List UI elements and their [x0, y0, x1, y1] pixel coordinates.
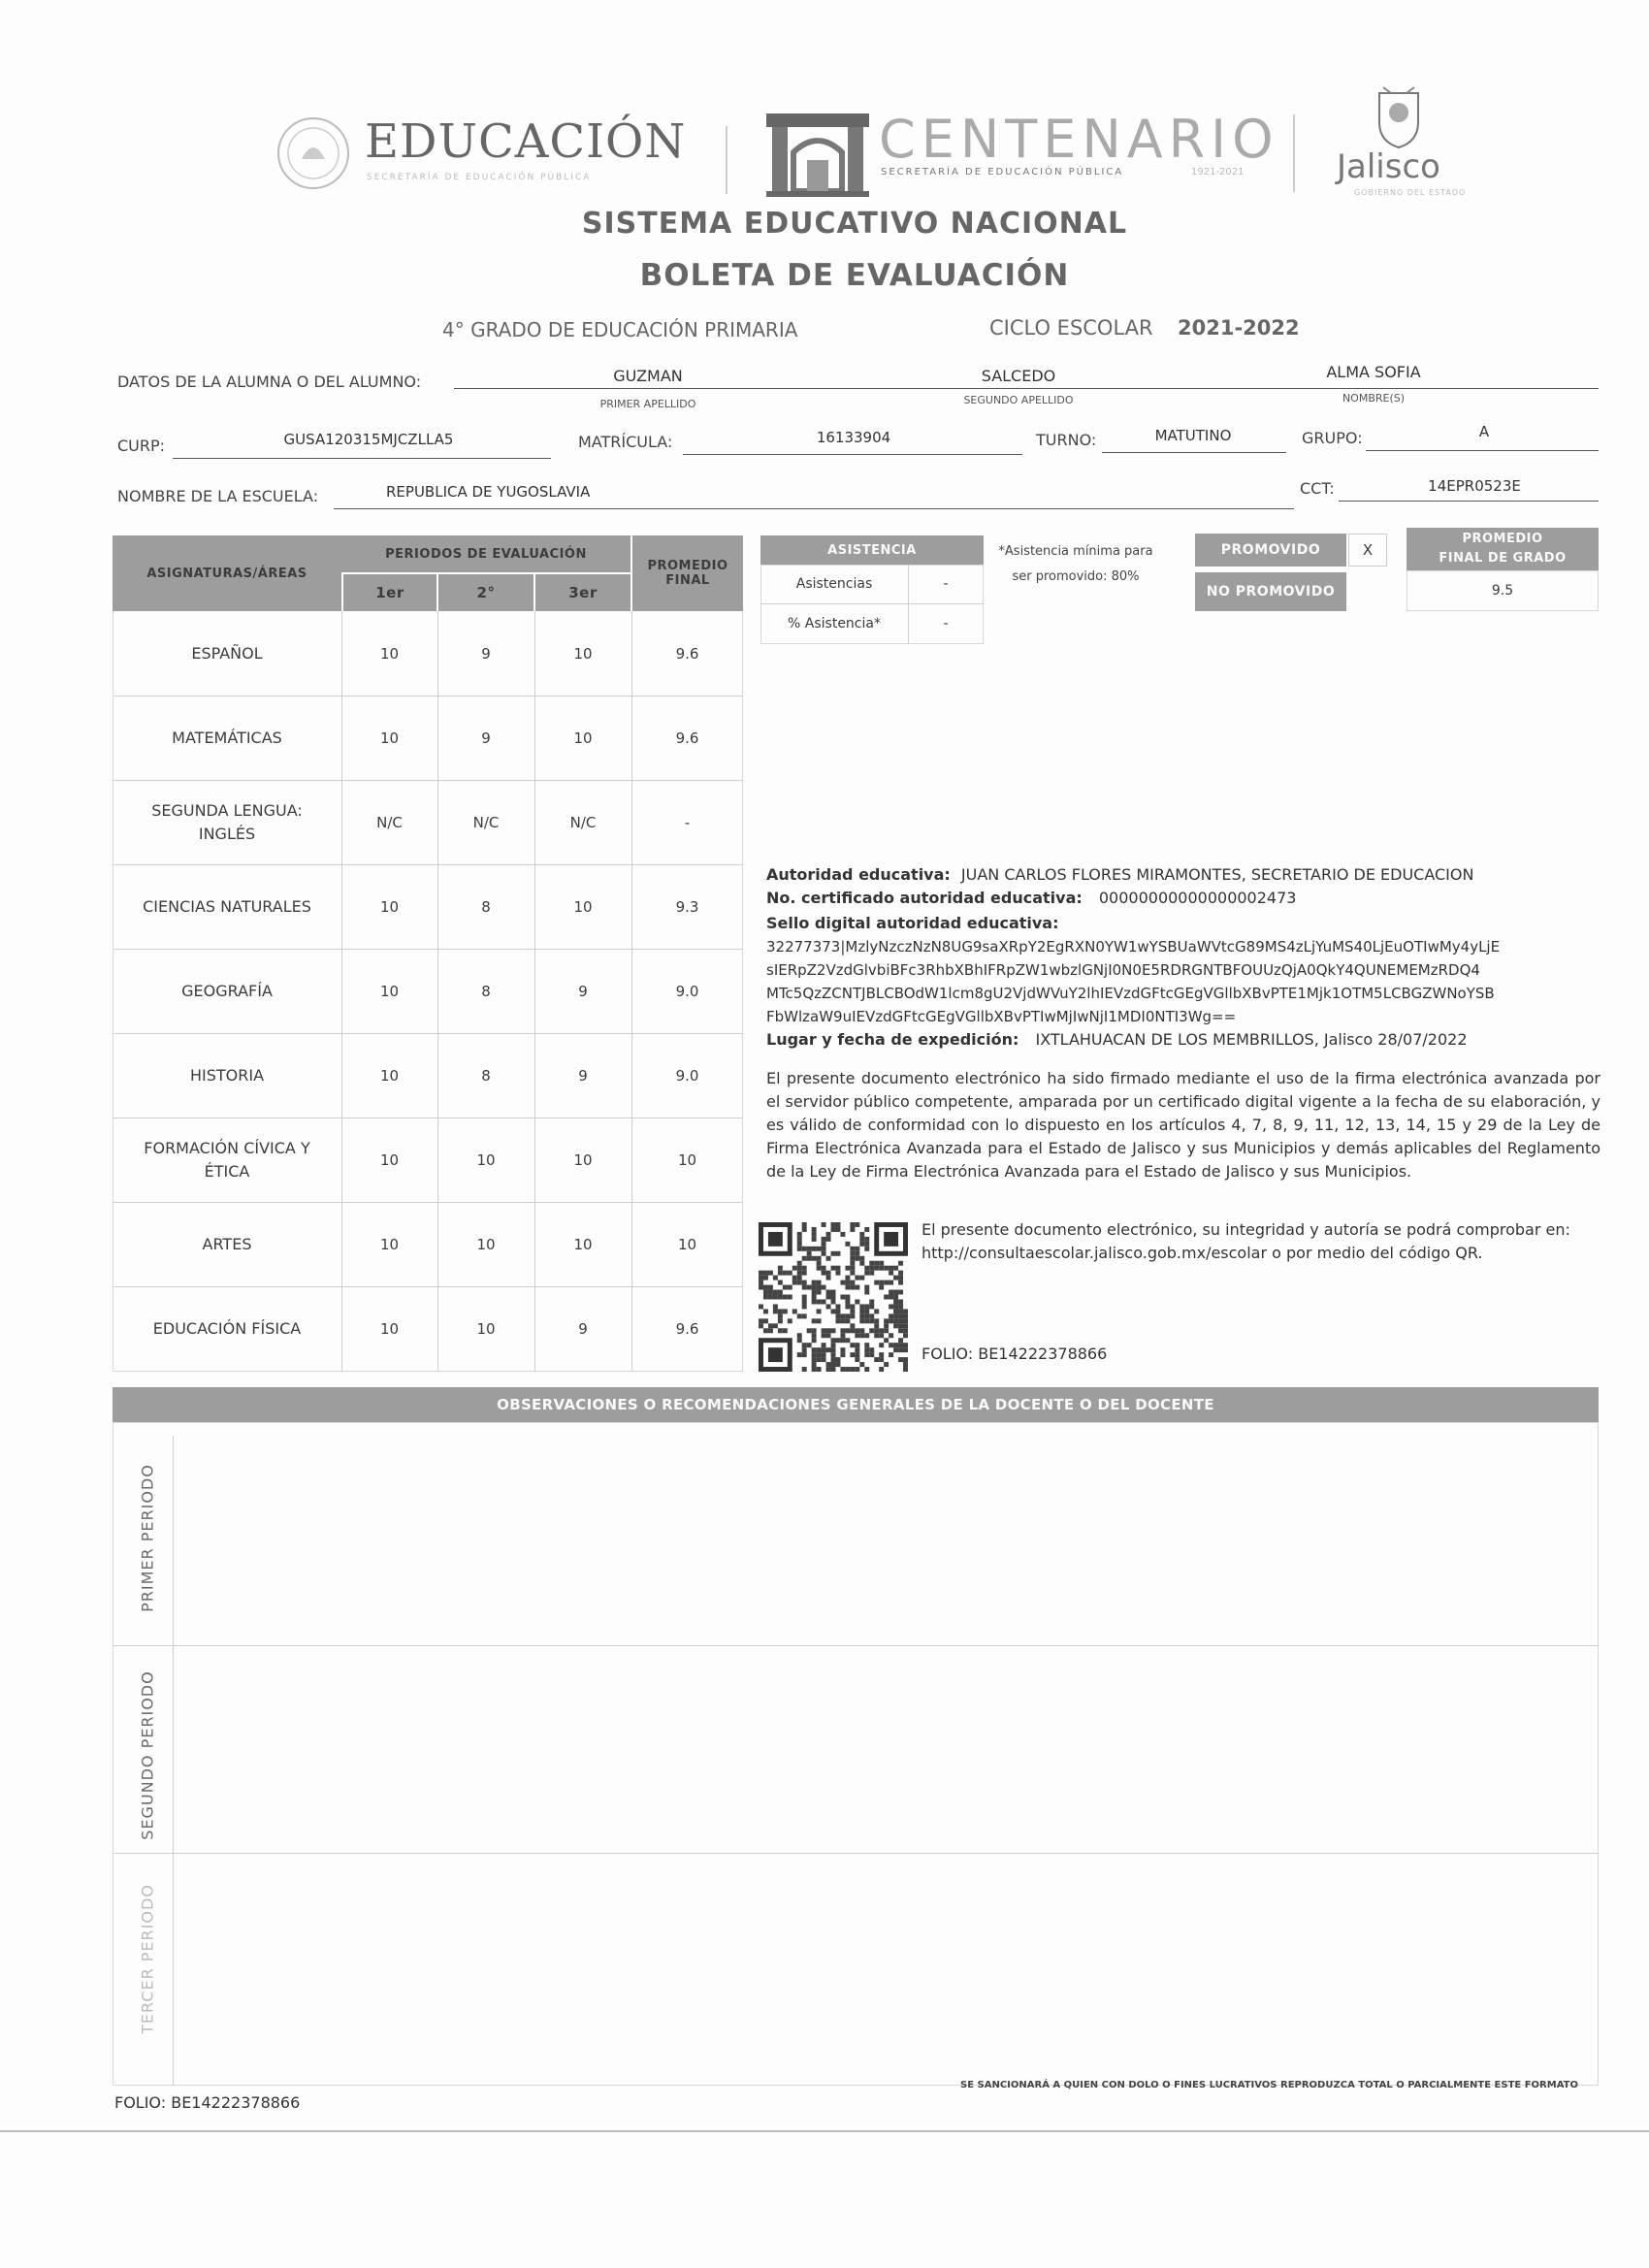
jalisco-crest-icon — [1368, 83, 1430, 151]
matricula-label: MATRÍCULA: — [578, 433, 673, 451]
final-average-header-line-1: PROMEDIO — [647, 559, 728, 573]
period-1-grade: 10 — [379, 1235, 400, 1253]
authority-value: JUAN CARLOS FLORES MIRAMONTES, SECRETARIO DE EDUCACION — [960, 865, 1474, 884]
document-subtitle: BOLETA DE EVALUACIÓN — [639, 258, 1070, 293]
attendance-header: ASISTENCIA — [760, 535, 984, 565]
grid-line — [113, 1645, 1599, 1646]
mexico-seal-icon — [275, 114, 352, 192]
place-value: IXTLAHUACAN DE LOS MEMBRILLOS, Jalisco 28/07/2022 — [1035, 1030, 1468, 1049]
subject-name: FORMACIÓN CÍVICA Y ÉTICA — [144, 1138, 310, 1181]
grupo-value: A — [1478, 423, 1490, 440]
matricula-line — [683, 454, 1022, 455]
period-1-grade: N/C — [376, 813, 403, 831]
subjects-header: ASIGNATURAS/ÁREAS — [113, 535, 341, 611]
period-1-grade: 10 — [379, 644, 400, 663]
turno-line — [1102, 452, 1286, 453]
centenario-years: 1921-2021 — [1191, 167, 1245, 178]
period-1-grade: 10 — [379, 1066, 400, 1085]
footer-folio: FOLIO: BE14222378866 — [114, 2093, 301, 2112]
page-shadow — [0, 2130, 1649, 2132]
subject-name: GEOGRAFÍA — [181, 981, 273, 1000]
final-grade: 10 — [677, 1150, 697, 1169]
cycle-value: 2021-2022 — [1178, 316, 1300, 340]
document-title: SISTEMA EDUCATIVO NACIONAL — [581, 207, 1128, 241]
period-1-grade: 10 — [379, 1150, 400, 1169]
promoted-checkbox: X — [1348, 534, 1387, 567]
logo-divider-2 — [1293, 114, 1295, 192]
period-2-header: 2° — [438, 574, 534, 611]
second-surname-caption: SEGUNDO APELLIDO — [963, 394, 1074, 406]
educacion-logo-subtitle: SECRETARÍA DE EDUCACIÓN PÚBLICA — [367, 173, 592, 182]
attendance-percent-value: - — [943, 616, 949, 632]
jalisco-logo-text: Jalisco — [1337, 147, 1440, 186]
seal-line — [766, 912, 1600, 935]
cct-line — [1339, 501, 1599, 502]
attendance-count-value: - — [943, 576, 949, 592]
centenario-building-icon — [764, 110, 871, 199]
period-3-grade: 10 — [573, 729, 593, 747]
curp-value: GUSA120315MJCZLLA5 — [283, 431, 454, 448]
grupo-line — [1366, 450, 1599, 451]
certificate-line — [766, 887, 1600, 910]
period-2-grade: 10 — [476, 1150, 496, 1169]
grade-level: 4° GRADO DE EDUCACIÓN PRIMARIA — [442, 318, 798, 341]
final-grade-average-value: 9.5 — [1406, 570, 1599, 611]
period-3-grade: N/C — [569, 813, 597, 831]
grid-line — [113, 696, 743, 697]
logo-divider — [726, 126, 728, 194]
final-grade: 9.6 — [675, 1319, 699, 1338]
attendance-note: *Asistencia mínima para ser promovido: 80% — [998, 544, 1153, 584]
subject-name: CIENCIAS NATURALES — [143, 896, 311, 916]
final-average-header-line-2: FINAL — [665, 573, 710, 588]
curp-line — [173, 458, 551, 459]
third-period-label: TERCER PERIODO — [138, 1884, 157, 2034]
names-caption: NOMBRE(S) — [1342, 392, 1406, 405]
centenario-logo-subtitle: SECRETARÍA DE EDUCACIÓN PÚBLICA — [881, 167, 1124, 178]
centenario-logo-text: CENTENARIO — [879, 109, 1279, 170]
authority-line — [766, 863, 1600, 887]
final-grade: 9.0 — [675, 1066, 699, 1085]
seal-text-4: FbWlzaW9uIEVzdGFtcGEgVGllbXBvPTIwMjIwNjI1MDI0NTI3Wg== — [766, 1008, 1237, 1025]
final-average-header — [632, 535, 743, 611]
period-3-grade: 10 — [573, 897, 593, 916]
observations-frame — [113, 1422, 1599, 2086]
attendance-percent-label: % Asistencia* — [788, 616, 881, 632]
place-line — [766, 1028, 1600, 1052]
first-surname-caption: PRIMER APELLIDO — [599, 398, 696, 410]
final-grade-average-header-line-1: PROMEDIO — [1462, 532, 1543, 546]
period-2-grade: N/C — [472, 813, 500, 831]
turno-label: TURNO: — [1036, 431, 1097, 449]
period-2-grade: 8 — [481, 897, 491, 916]
grid-line — [113, 1202, 743, 1203]
period-2-grade: 10 — [476, 1235, 496, 1253]
matricula-value: 16133904 — [816, 429, 891, 446]
grid-line — [113, 1853, 1599, 1854]
school-label: NOMBRE DE LA ESCUELA: — [117, 487, 319, 505]
attendance-count-label: Asistencias — [795, 576, 873, 592]
turno-value: MATUTINO — [1154, 427, 1232, 444]
first-period-label: PRIMER PERIODO — [138, 1464, 157, 1612]
period-1-grade: 10 — [379, 982, 400, 1000]
period-1-grade: 10 — [379, 897, 400, 916]
authority-label: Autoridad educativa: — [766, 865, 951, 884]
second-period-label: SEGUNDO PERIODO — [138, 1670, 157, 1840]
subject-name: MATEMÁTICAS — [172, 728, 282, 747]
final-grade-average-header — [1406, 528, 1599, 570]
curp-label: CURP: — [117, 437, 166, 455]
certificate-label: No. certificado autoridad educativa: — [766, 889, 1083, 907]
school-line — [334, 508, 1294, 509]
promoted-label: PROMOVIDO — [1195, 534, 1346, 567]
period-1-header: 1er — [343, 574, 436, 611]
seal-text-1: 32277373|MzlyNzczNzN8UG9saXRpY2EgRXN0YW1wYSBUaWVtcG89MS4zLjYuMS40LjEuOTIwMy4yLjE — [766, 938, 1501, 956]
grid-line — [113, 780, 743, 781]
first-surname: GUZMAN — [613, 367, 683, 385]
period-3-grade: 10 — [573, 1150, 593, 1169]
period-1-grade: 10 — [379, 729, 400, 747]
cct-value: 14EPR0523E — [1428, 477, 1521, 495]
final-grade: 9.6 — [675, 644, 699, 663]
grid-line — [113, 1286, 743, 1287]
subject-name: HISTORIA — [189, 1065, 265, 1085]
student-label: DATOS DE LA ALUMNA O DEL ALUMNO: — [117, 373, 422, 391]
subject-name: ESPAÑOL — [191, 643, 263, 663]
second-surname: SALCEDO — [981, 367, 1056, 385]
periods-header: PERIODOS DE EVALUACIÓN — [341, 535, 630, 572]
period-2-grade: 9 — [481, 644, 491, 663]
period-3-grade: 9 — [578, 1066, 588, 1085]
subject-name: ARTES — [202, 1234, 252, 1253]
period-2-grade: 10 — [476, 1319, 496, 1338]
cct-label: CCT: — [1300, 479, 1335, 498]
signature-folio: FOLIO: BE14222378866 — [922, 1345, 1108, 1363]
footer-warning: SE SANCIONARÁ A QUIEN CON DOLO O FINES LUCRATIVOS REPRODUZCA TOTAL O PARCIALMENTE ESTE FORMATO — [960, 2080, 1578, 2090]
final-grade-average-header-line-2: FINAL DE GRADO — [1439, 551, 1567, 566]
seal-text-2: sIERpZ2VzdGlvbiBFc3RhbXBhIFRpZW1wbzlGNjI0N0E5RDRGNTBFOUUzQjA0QkY4QUNEMEMzRDQ4 — [766, 961, 1480, 979]
subject-name: SEGUNDA LENGUA: INGLÉS — [151, 800, 303, 843]
school-value: REPUBLICA DE YUGOSLAVIA — [386, 483, 591, 501]
grid-line — [113, 864, 743, 865]
seal-text-3: MTc5QzZCNTJBLCBOdW1lcm8gU2VjdWVuY2lhIEVzdGFtcGEgVGllbXBvPTE1Mjk1OTM5LCBGZWNoYSB — [766, 985, 1495, 1002]
period-3-grade: 9 — [578, 1319, 588, 1338]
student-line — [454, 388, 1599, 389]
grid-line — [173, 1436, 174, 2086]
qr-code-icon — [759, 1222, 908, 1372]
period-2-grade: 8 — [481, 982, 491, 1000]
jalisco-logo-subtitle: GOBIERNO DEL ESTADO — [1354, 188, 1467, 197]
period-3-grade: 10 — [573, 1235, 593, 1253]
final-grade: 9.0 — [675, 982, 699, 1000]
final-grade: 10 — [677, 1235, 697, 1253]
grid-line — [113, 1033, 743, 1034]
period-3-header: 3er — [535, 574, 630, 611]
period-3-grade: 10 — [573, 644, 593, 663]
certificate-value: 00000000000000002473 — [1098, 889, 1297, 907]
grid-line — [113, 949, 743, 950]
grupo-label: GRUPO: — [1302, 429, 1363, 447]
period-2-grade: 8 — [481, 1066, 491, 1085]
observations-header: OBSERVACIONES O RECOMENDACIONES GENERALES DE LA DOCENTE O DEL DOCENTE — [113, 1387, 1599, 1422]
place-label: Lugar y fecha de expedición: — [766, 1030, 1019, 1049]
cycle-label: CICLO ESCOLAR — [989, 316, 1153, 340]
final-grade: 9.6 — [675, 729, 699, 747]
verification-text: El presente documento electrónico, su integridad y autoría se podrá comprobar en: http://consultaescolar.jalisco.gob.mx/escolar o por medio del código QR. — [922, 1220, 1570, 1262]
educacion-logo-text: EDUCACIÓN — [365, 114, 687, 169]
not-promoted-label: NO PROMOVIDO — [1195, 572, 1346, 611]
period-2-grade: 9 — [481, 729, 491, 747]
given-names: ALMA SOFIA — [1326, 363, 1421, 381]
legal-text: El presente documento electrónico ha sido firmado mediante el uso de la firma electrónica avanzada por el servidor público competente, amparada por un certificado digital vigente a la fecha de su elaboración, y es válido de conformidad con lo dispuesto en los artículos 4, 7, 8, 9, 11, 12, 13, 14, 15 y 29 de la Ley de Firma Electrónica Avanzada para el Estado de Jalisco y sus Municipios y demás aplicables del Reglamento de la Ley de Firma Electrónica Avanzada para el Estado de Jalisco y sus Municipios. — [766, 1069, 1600, 1181]
period-3-grade: 9 — [578, 982, 588, 1000]
period-1-grade: 10 — [379, 1319, 400, 1338]
final-grade: - — [684, 813, 691, 831]
subject-name: EDUCACIÓN FÍSICA — [152, 1318, 302, 1338]
seal-label: Sello digital autoridad educativa: — [766, 914, 1059, 932]
final-grade: 9.3 — [675, 897, 699, 916]
